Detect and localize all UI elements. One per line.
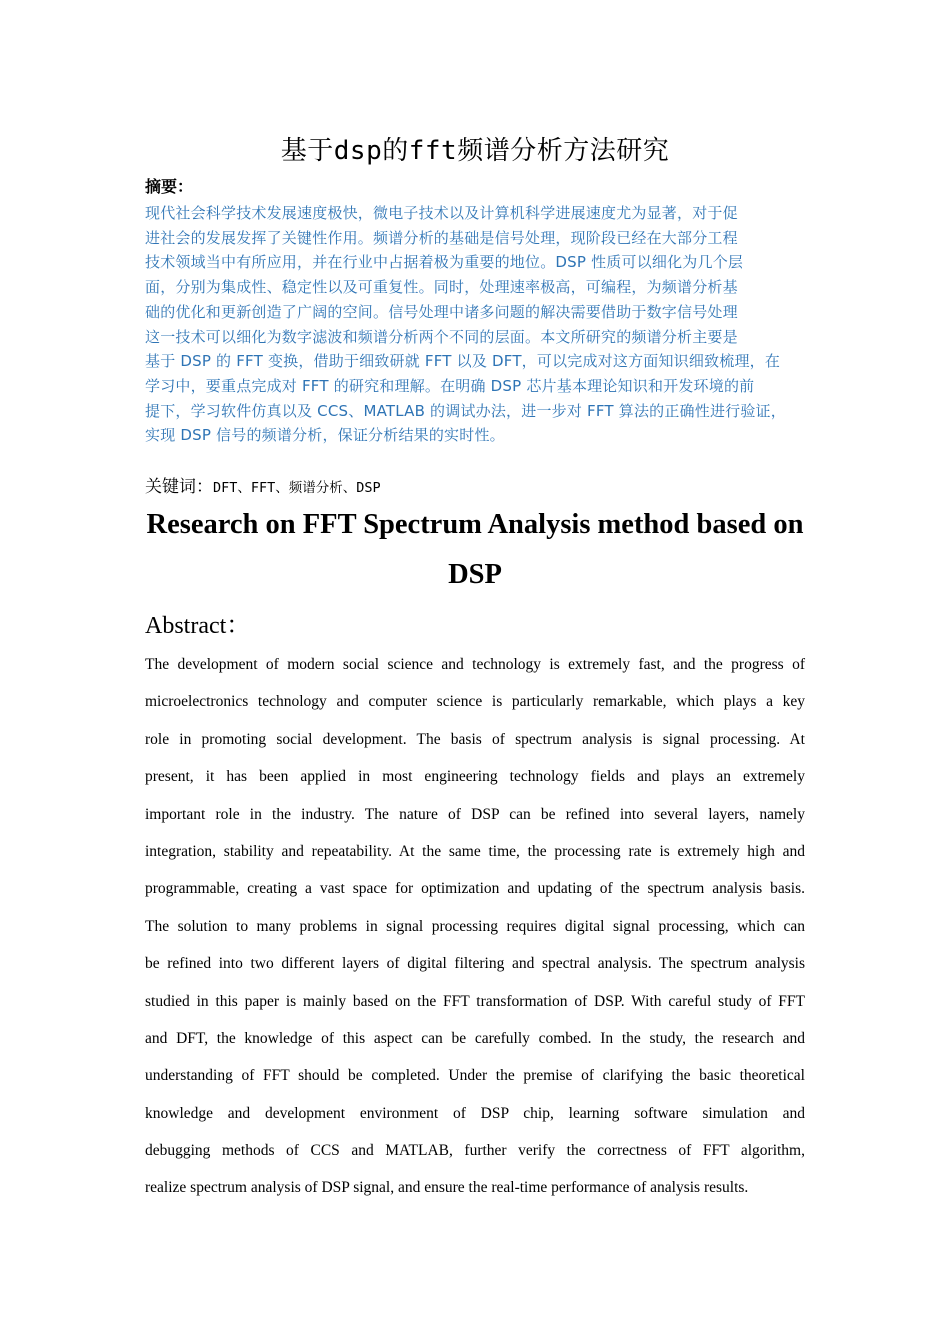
english-abstract-heading: Abstract： [145,613,251,639]
english-abstract-line: important role in the industry. The nature of DSP can be refined into several layers, namely [145,805,805,823]
english-abstract-line: be refined into two different layers of digital filtering and spectral analysis. The spectrum analysis [145,955,805,973]
chinese-abstract-body [145,201,817,448]
keywords-value: DFT、FFT、频谱分析、DSP [213,480,381,496]
chinese-title-part: fft [408,136,458,166]
english-abstract-line: debugging methods of CCS and MATLAB, further verify the correctness of FFT algorithm, [145,1142,805,1160]
english-abstract-line: knowledge and development environment of DSP chip, learning software simulation and [145,1104,805,1122]
english-abstract-line: and DFT, the knowledge of this aspect can be carefully combed. In the study, the research and [145,1029,805,1047]
english-title [145,500,805,600]
english-abstract-line: microelectronics technology and computer science is particularly remarkable, which plays a key [145,693,805,711]
english-abstract-line: integration, stability and repeatability. At the same time, the processing rate is extremely high and [145,842,805,860]
chinese-abstract-line: 技术领域当中有所应用，并在行业中占据着极为重要的地位。DSP 性质可以细化为几个层 [145,253,744,272]
chinese-abstract-line: 础的优化和更新创造了广阔的空间。信号处理中诸多问题的解决需要借助于数字信号处理 [145,302,738,321]
english-title-line: DSP [448,559,502,590]
chinese-title-part: 的 [382,136,409,166]
keywords-label: 关键词： [145,477,213,497]
chinese-keywords [145,474,381,501]
english-abstract-line: role in promoting social development. The basis of spectrum analysis is signal processing. At [145,730,805,748]
chinese-abstract-line: 面，分别为集成性、稳定性以及可重复性。同时，处理速率极高，可编程，为频谱分析基 [145,278,738,297]
english-title-line: Research on FFT Spectrum Analysis method based on [146,509,804,540]
chinese-abstract-line: 现代社会科学技术发展速度极快，微电子技术以及计算机科学进展速度尤为显著，对于促 [145,204,738,222]
chinese-abstract-line: 学习中，要重点完成对 FFT 的研究和理解。在明确 DSP 芯片基本理论知识和开发环境的前 [145,376,755,395]
chinese-abstract-heading: 摘要： [145,177,194,196]
chinese-title-part: 频谱分析方法研究 [457,136,670,166]
chinese-abstract-line: 实现 DSP 信号的频谱分析，保证分析结果的实时性。 [145,426,505,445]
chinese-abstract-line: 这一技术可以细化为数字滤波和频谱分析两个不同的层面。本文所研究的频谱分析主要是 [145,327,738,346]
chinese-abstract-line: 提下，学习软件仿真以及 CCS、MATLAB 的调试办法，进一步对 FFT 算法的正确性进行验证， [145,401,786,420]
chinese-abstract-line: 进社会的发展发挥了关键性作用。频谱分析的基础是信号处理，现阶段已经在大部分工程 [145,228,738,247]
chinese-title [145,131,805,171]
english-abstract-line: programmable, creating a vast space for optimization and updating of the spectrum analysis basis. [145,880,805,898]
english-abstract-line: realize spectrum analysis of DSP signal, and ensure the real-time performance of analysis results. [145,1179,749,1197]
english-abstract-line: The development of modern social science and technology is extremely fast, and the progress of [145,656,805,673]
english-abstract-line: present, it has been applied in most engineering technology fields and plays an extremely [145,768,805,786]
chinese-title-part: dsp [333,136,383,166]
chinese-abstract-line: 基于 DSP 的 FFT 变换，借助于细致研就 FFT 以及 DFT，可以完成对这方面知识细致梳理，在 [145,352,781,371]
english-abstract-body [145,646,805,1207]
english-abstract-line: The solution to many problems in signal processing requires digital signal processing, which can [145,917,805,935]
english-abstract-line: studied in this paper is mainly based on the FFT transformation of DSP. With careful study of FFT [145,992,805,1010]
chinese-title-part: 基于 [280,136,334,166]
english-abstract-line: understanding of FFT should be completed. Under the premise of clarifying the basic theoretical [145,1067,805,1085]
